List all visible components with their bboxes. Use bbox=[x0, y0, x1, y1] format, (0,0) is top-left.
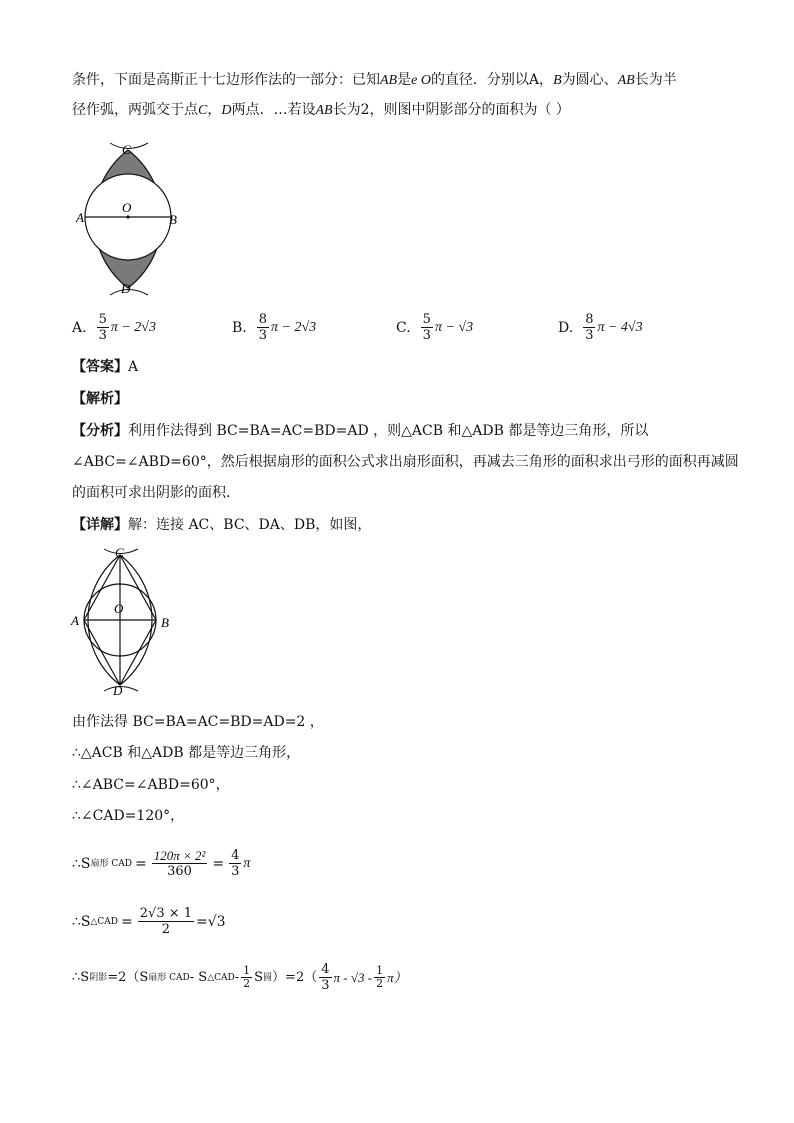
label-o: O bbox=[114, 601, 124, 616]
question-text: 两点．…若设 bbox=[231, 102, 316, 118]
figure-1-shaded-lens bbox=[70, 138, 190, 298]
analysis-label: 【分析】 bbox=[72, 423, 128, 439]
frac-num: 4 bbox=[321, 962, 330, 977]
step-4: ∴∠CAD=120°， bbox=[72, 808, 185, 824]
option-letter: D. bbox=[558, 319, 574, 336]
option-b[interactable] bbox=[232, 312, 316, 343]
option-expr: π − 2√3 bbox=[110, 319, 156, 335]
step-6 bbox=[72, 906, 226, 937]
var-d: D bbox=[221, 103, 232, 118]
question-text: 是 bbox=[397, 72, 412, 88]
option-fraction bbox=[421, 312, 433, 343]
frac-den: 2 bbox=[243, 977, 251, 990]
frac-den: 3 bbox=[422, 328, 431, 343]
frac-den: 2 bbox=[161, 922, 171, 937]
step-text: π - √3 - bbox=[333, 969, 373, 985]
frac-num: 2√3 × 1 bbox=[139, 906, 193, 921]
frac-num: 1 bbox=[376, 964, 384, 977]
subscript: 阴影 bbox=[89, 972, 108, 983]
fraction bbox=[138, 906, 194, 937]
label-d: D bbox=[121, 281, 131, 296]
question-text: 长为2，则图中阴影部分的面积为（ ） bbox=[332, 102, 570, 118]
step-text: - bbox=[234, 969, 240, 985]
answer-line bbox=[72, 357, 138, 377]
var-ab: AB bbox=[315, 103, 333, 118]
frac-num: 8 bbox=[258, 312, 268, 327]
frac-num: 4 bbox=[231, 848, 240, 863]
frac-num: 120π × 2² bbox=[153, 848, 206, 863]
step-text: ∴S bbox=[72, 913, 91, 930]
option-fraction bbox=[257, 312, 269, 343]
step-text: S bbox=[254, 969, 264, 985]
frac-den: 3 bbox=[585, 328, 594, 343]
step-text: = bbox=[134, 855, 147, 872]
frac-den: 3 bbox=[258, 328, 268, 343]
fraction bbox=[229, 848, 241, 879]
step-text: ∴S bbox=[72, 969, 90, 985]
label-d: D bbox=[113, 683, 123, 698]
detail-line bbox=[72, 515, 371, 535]
option-expr: π − 4√3 bbox=[597, 319, 643, 335]
var-ab: AB bbox=[617, 73, 635, 88]
step-text: = bbox=[212, 855, 225, 872]
analysis-line-3: 的面积可求出阴影的面积． bbox=[72, 485, 240, 501]
step-1: 由作法得 BC=BA=AC=BD=AD=2 ， bbox=[72, 714, 324, 730]
label-b: B bbox=[161, 615, 169, 630]
question-text: 为圆心、 bbox=[561, 72, 618, 88]
analysis-line-1 bbox=[72, 421, 648, 441]
option-letter: B. bbox=[232, 319, 247, 336]
frac-num: 5 bbox=[422, 312, 431, 327]
answer-value: A bbox=[128, 359, 139, 375]
frac-den: 3 bbox=[98, 328, 107, 343]
question-text: 条件，下面是高斯正十七边形作法的一部分：已知 bbox=[72, 72, 380, 88]
frac-den: 360 bbox=[167, 864, 192, 879]
fraction bbox=[152, 848, 208, 879]
step-text: π） bbox=[387, 969, 407, 985]
var-ab: AB bbox=[380, 73, 398, 88]
subscript: 扇形 CAD bbox=[90, 858, 132, 869]
frac-den: 2 bbox=[376, 977, 384, 990]
circle-symbol: e O bbox=[411, 73, 431, 88]
question-line-1 bbox=[72, 70, 677, 91]
step-3: ∴∠ABC=∠ABD=60°， bbox=[72, 777, 230, 793]
step-text: - S bbox=[189, 969, 208, 985]
question-text: 的直径．分别以A， bbox=[430, 72, 554, 88]
option-fraction bbox=[583, 312, 595, 343]
option-a[interactable] bbox=[72, 312, 156, 343]
label-c: C bbox=[115, 545, 124, 560]
frac-den: 3 bbox=[231, 864, 240, 879]
step-7 bbox=[72, 962, 407, 993]
step-text: ∴S bbox=[72, 855, 91, 872]
option-expr: π − √3 bbox=[434, 319, 474, 335]
step-text: = bbox=[121, 913, 133, 930]
label-b: B bbox=[169, 212, 177, 227]
question-text: ， bbox=[207, 102, 222, 118]
frac-den: 3 bbox=[321, 978, 330, 993]
option-fraction bbox=[97, 312, 109, 343]
label-o: O bbox=[122, 200, 132, 215]
analysis-line-2: ∠ABC=∠ABD=60°，然后根据扇形的面积公式求出扇形面积，再减去三角形的面积求出弓形的面积再减圆 bbox=[72, 454, 739, 470]
subscript: △CAD bbox=[90, 916, 119, 927]
option-letter: C. bbox=[396, 319, 411, 336]
question-text: 长为半 bbox=[634, 72, 677, 88]
var-b: B bbox=[553, 73, 562, 88]
subscript: 圆 bbox=[263, 972, 273, 983]
detail-label: 【详解】 bbox=[72, 517, 128, 533]
frac-num: 1 bbox=[243, 964, 251, 977]
frac-num: 5 bbox=[98, 312, 107, 327]
option-expr: π − 2√3 bbox=[271, 319, 317, 335]
analysis-header: 【解析】 bbox=[72, 391, 128, 407]
step-text: π bbox=[243, 855, 251, 871]
detail-text: 解：连接 AC、BC、DA、DB，如图， bbox=[128, 517, 372, 533]
step-text: =2（S bbox=[107, 969, 149, 985]
label-a: A bbox=[76, 210, 84, 225]
option-d[interactable] bbox=[558, 312, 643, 343]
subscript: △CAD bbox=[207, 972, 235, 983]
step-text: ）=2（ bbox=[272, 969, 318, 985]
frac-num: 8 bbox=[585, 312, 594, 327]
var-c: C bbox=[198, 103, 208, 118]
step-2: ∴△ACB 和△ADB 都是等边三角形， bbox=[72, 745, 301, 761]
label-c: C bbox=[122, 142, 131, 157]
analysis-text: 利用作法得到 BC=BA=AC=BD=AD ，则△ACB 和△ADB 都是等边三角形，所以 bbox=[128, 423, 649, 439]
step-text: =√3 bbox=[196, 913, 226, 930]
question-line-2 bbox=[72, 100, 570, 121]
option-c[interactable] bbox=[396, 312, 473, 343]
fraction bbox=[319, 962, 331, 993]
fraction bbox=[241, 965, 252, 990]
label-a: A bbox=[71, 613, 79, 628]
fraction bbox=[374, 965, 385, 990]
question-text: 径作弧，两弧交于点 bbox=[72, 102, 198, 118]
subscript: 扇形 CAD bbox=[148, 972, 190, 983]
step-5 bbox=[72, 848, 250, 879]
answer-label: 【答案】 bbox=[72, 359, 128, 375]
figure-2-construction bbox=[68, 543, 188, 698]
option-letter: A. bbox=[72, 319, 87, 336]
